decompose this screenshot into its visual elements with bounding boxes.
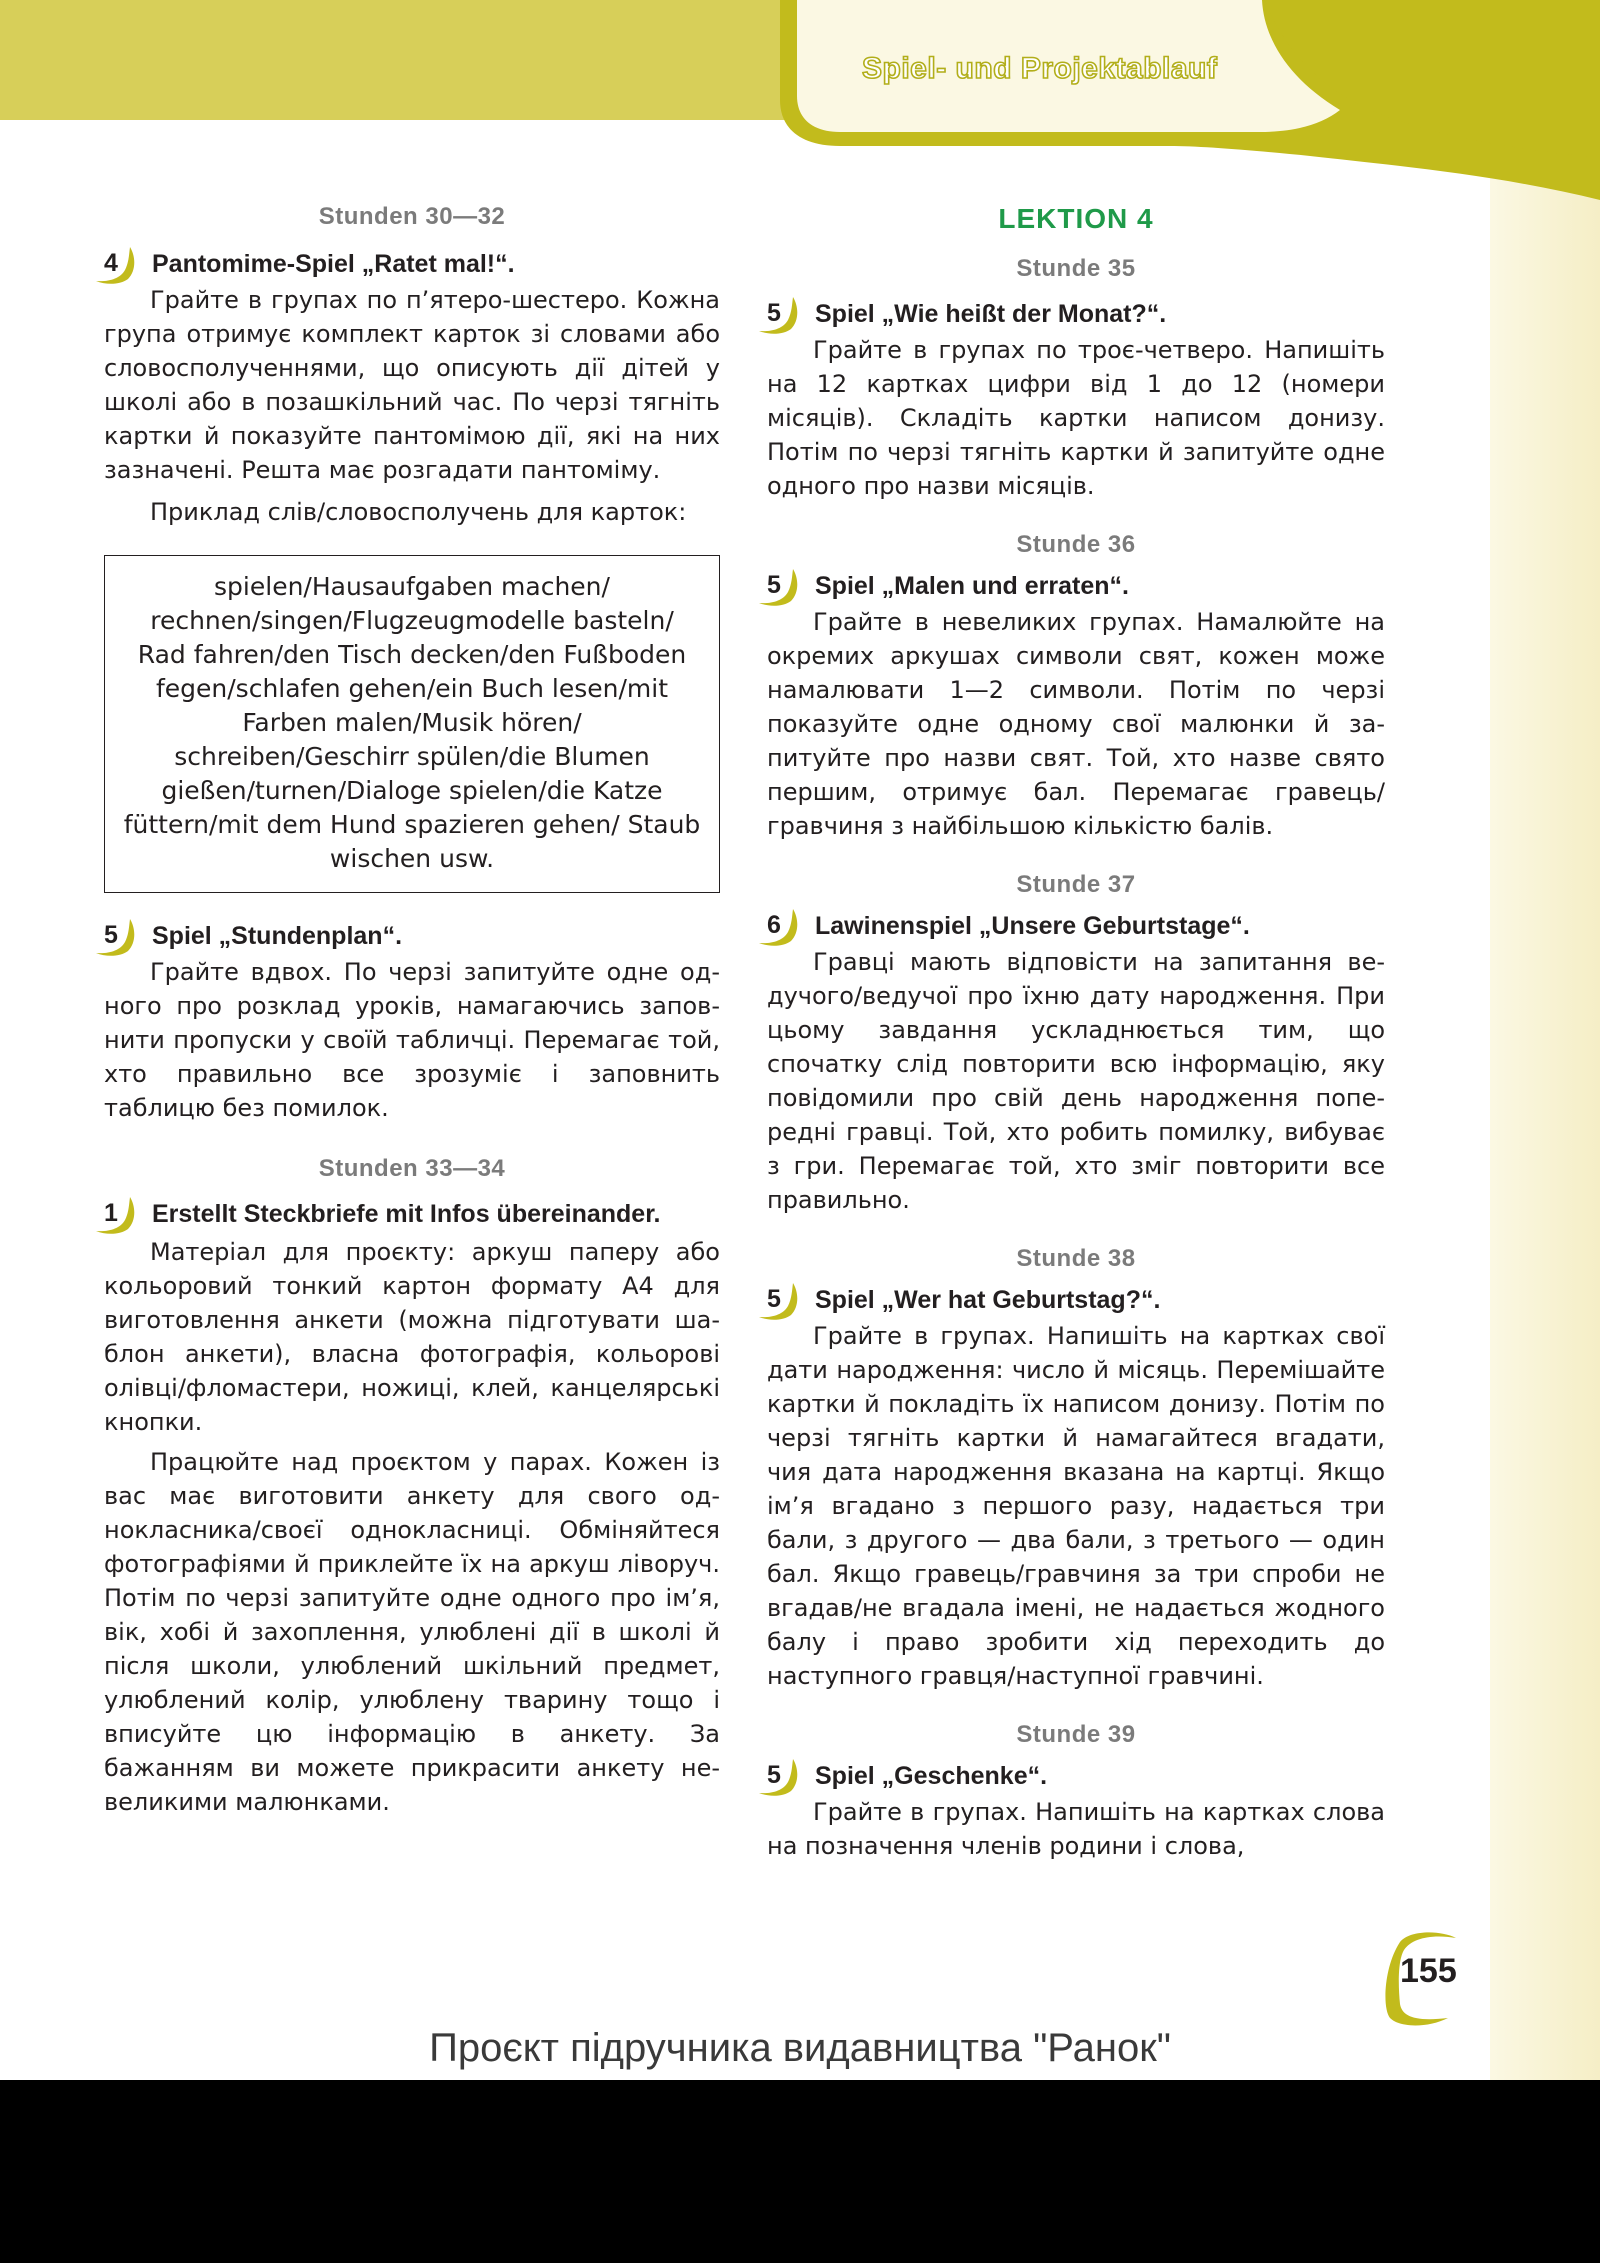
paragraph: Грайте в невеликих групах. Намалюйте на окремих аркушах символи свят, кожен може намалювати 1—2 символи. Потім по черзі показуйте одне одному свої малюнки й запитуйте про назви свят. Той, хто назве свято першим, отримує бал. Перемагає гравець/ гравчиня з найбільшою кількістю балів.: [767, 608, 1385, 840]
task-number-badge: [94, 917, 144, 957]
task-number: 5: [767, 1285, 781, 1313]
task-number-badge: [94, 245, 144, 285]
task-number-badge: [94, 1195, 144, 1235]
lesson-title: LEKTION 4: [998, 203, 1154, 234]
task-title: Spiel „Wer hat Geburtstag?“.: [815, 1286, 1161, 1314]
task-block: [104, 919, 720, 953]
task-block: [767, 1759, 1385, 1793]
task-number-swoosh-icon: [94, 917, 144, 957]
task-number-badge: [757, 907, 807, 947]
header-band: [0, 0, 1600, 200]
right-column: [767, 203, 1385, 1863]
paragraph: Працюйте над проєктом у парах. Кожен із вас має виготовити анкету для свого однокласника/своєї однокласниці. Обміняйтеся фотографіями й приклейте їх на аркуш ліворуч. Потім по черзі запитуйте одне одного про ім’я, вік, хобі й захоплення, улюблені дії в школі й після школи, улюблений шкільний предмет, улюблений колір, улюблену тварину тощо і вписуйте цю інформацію в анкету. За бажанням ви можете прикрасити анкету невеликими малюнками.: [104, 1448, 720, 1816]
task-number: 1: [104, 1199, 118, 1227]
task-block: [767, 1283, 1385, 1317]
task-number-badge: [757, 295, 807, 335]
lesson-heading: Stunden 30—32: [318, 203, 506, 230]
task-block: [767, 569, 1385, 603]
task-number: 6: [767, 911, 781, 939]
lesson-heading: Stunden 33—34: [318, 1155, 506, 1182]
task-number-badge: [757, 567, 807, 607]
paragraph: Матеріал для проєкту: аркуш паперу або кольоровий тонкий картон формату А4 для виготовлення анкети (можна підготувати шаблон анкети), власна фотографія, кольорові олівці/фломастери, ножиці, клей, канцелярські кнопки.: [104, 1238, 720, 1436]
task-title: Spiel „Geschenke“.: [815, 1762, 1048, 1790]
task-title: Spiel „Malen und erraten“.: [815, 572, 1129, 600]
task-number-swoosh-icon: [757, 295, 807, 335]
paragraph: Грайте в групах. Напишіть на картках свої дати народження: число й місяць. Перемішайте картки й покладіть їх написом донизу. Потім по черзі тягніть картки й намагайтеся вгадати, чия дата народження вказана на картці. Якщо ім’я вгадано з першого разу, надається три бали, з другого — два бали, з третього — один бал. Якщо гравець/гравчиня за три спроби не вгадав/не вгадала імені, не надається жодного балу і право зробити хід переходить до наступного гравця/наступної гравчині.: [767, 1322, 1385, 1690]
task-title: Erstellt Steckbriefe mit Infos übereinander.: [152, 1200, 661, 1228]
task-number-swoosh-icon: [757, 907, 807, 947]
paragraph: Гравці мають відповісти на запитання ведучого/ведучої про їхню дату народження. При цьому завдання ускладнюється тим, що спочатку слід повторити всю інформацію, яку повідомили про свій день народження попередні гравці. Той, хто робить помилку, вибуває з гри. Перемагає той, хто зміг повторити все правильно.: [767, 948, 1385, 1214]
task-title: Pantomime-Spiel „Ratet mal!“.: [152, 250, 515, 278]
left-column: [104, 203, 720, 1819]
paragraph: Грайте в групах по п’ятеро-шестеро. Кожна група отримує комплект карток зі словами або словосполученнями, що описують дії дітей у школі або в позашкільний час. По черзі тягніть картки й показуйте пантомімою дії, які на них зазначені. Решта має розгадати пантоміму.: [104, 286, 720, 484]
task-number-swoosh-icon: [757, 567, 807, 607]
lesson-heading: Stunde 36: [1016, 531, 1136, 558]
task-number-swoosh-icon: [757, 1757, 807, 1797]
paragraph: Грайте в групах. Напишіть на картках слова на позначення членів родини і слова,: [767, 1798, 1385, 1860]
word-list-box: spielen/Hausaufgaben machen/ rechnen/singen/Flugzeugmodelle basteln/ Rad fahren/den Tisch decken/den Fußboden fegen/schlafen gehen/ein Buch lesen/mit Farben malen/Musik hören/ schreiben/Geschirr spülen/die Blumen gießen/turnen/Dialoge spielen/die Katze füttern/mit dem Hund spazieren gehen/ Staub wischen usw.: [104, 555, 720, 893]
task-number: 5: [767, 1761, 781, 1789]
task-block: [767, 909, 1385, 943]
task-number-swoosh-icon: [94, 1195, 144, 1235]
right-margin-stripe: [1490, 0, 1600, 2080]
lesson-heading: Stunde 38: [1016, 1245, 1136, 1272]
footer-watermark: Проєкт підручника видавництва "Ранок": [429, 2026, 1171, 2070]
paragraph: Грайте вдвох. По черзі запитуйте одне одного про розклад уроків, намагаючись заповнити пропуски у своїй табличці. Перемагає той, хто правильно все зрозуміє і заповнить таблицю без помилок.: [104, 958, 720, 1122]
task-block: [104, 1197, 720, 1231]
task-number-swoosh-icon: [757, 1281, 807, 1321]
task-number-badge: [757, 1757, 807, 1797]
task-number: 5: [767, 299, 781, 327]
bottom-black-area: [0, 2080, 1600, 2263]
lesson-heading: Stunde 35: [1016, 255, 1136, 282]
paragraph: Приклад слів/словосполучень для карток:: [150, 498, 687, 526]
task-block: [767, 297, 1385, 331]
lesson-heading: Stunde 37: [1016, 871, 1136, 898]
page-number: 155: [1400, 1952, 1457, 1990]
task-number-badge: [757, 1281, 807, 1321]
paragraph: Грайте в групах по троє-четверо. Напишіть на 12 картках цифри від 1 до 12 (номери місяців). Складіть картки написом донизу. Потім по черзі тягніть картки й запитуйте одне одного про назви місяців.: [767, 336, 1385, 500]
page-number-badge: [1370, 1924, 1470, 2034]
task-number: 5: [104, 921, 118, 949]
task-title: Spiel „Stundenplan“.: [152, 922, 403, 950]
header-title: Spiel- und Projektablauf: [862, 52, 1218, 85]
lesson-heading: Stunde 39: [1016, 1721, 1136, 1748]
task-title: Spiel „Wie heißt der Monat?“.: [815, 300, 1167, 328]
task-number: 5: [767, 571, 781, 599]
task-block: [104, 247, 720, 281]
task-title: Lawinenspiel „Unsere Geburtstage“.: [815, 912, 1250, 940]
task-number: 4: [104, 249, 118, 277]
task-number-swoosh-icon: [94, 245, 144, 285]
